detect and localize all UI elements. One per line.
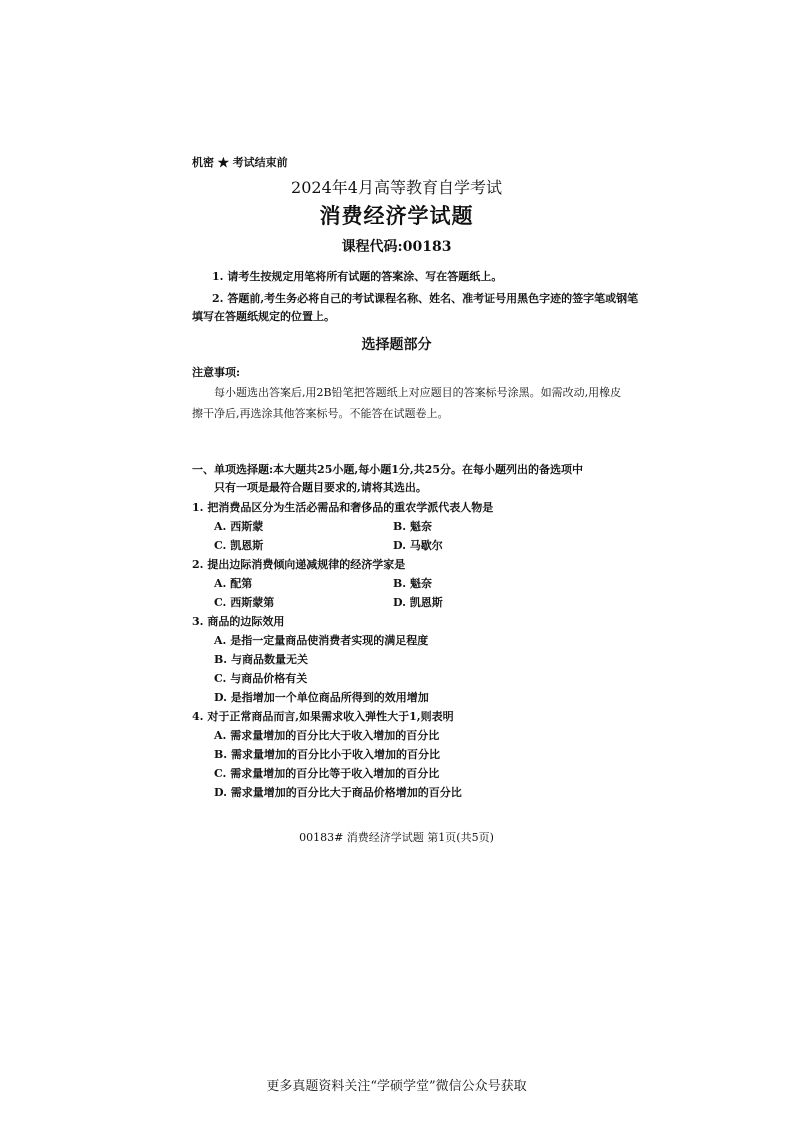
question-3-option-d: D. 是指增加一个单位商品所得到的效用增加 — [214, 691, 429, 704]
question-3-option-c: C. 与商品价格有关 — [214, 672, 308, 685]
secrecy-label: 机密 ★ 考试结束前 — [192, 156, 288, 169]
question-4-option-c: C. 需求量增加的百分比等于收入增加的百分比 — [214, 767, 440, 780]
instruction-1: 1. 请考生按规定用笔将所有试题的答案涂、写在答题纸上。 — [212, 270, 503, 283]
question-1-stem: 1. 把消费品区分为生活必需品和奢侈品的重农学派代表人物是 — [192, 501, 494, 514]
instruction-2: 2. 答题前,考生务必将自己的考试课程名称、姓名、准考证号用黑色字迹的签字笔或钢笔 — [212, 292, 639, 305]
question-1-option-d: D. 马歇尔 — [393, 539, 443, 552]
exam-name: 2024年4月高等教育自学考试 — [291, 178, 502, 197]
question-2-option-c: C. 西斯蒙第 — [214, 596, 275, 609]
part1-heading-1: 一、单项选择题:本大题共25小题,每小题1分,共25分。在每小题列出的备选项中 — [192, 463, 583, 476]
course-code: 课程代码:00183 — [341, 239, 452, 255]
question-1-option-a: A. 西斯蒙 — [214, 520, 264, 533]
promo-text: 更多真题资料关注“学硕学堂”微信公众号获取 — [266, 1079, 527, 1094]
question-1-option-c: C. 凯恩斯 — [214, 539, 264, 552]
question-2-stem: 2. 提出边际消费倾向递减规律的经济学家是 — [192, 558, 406, 571]
notice-line-2: 擦干净后,再选涂其他答案标号。不能答在试题卷上。 — [192, 407, 449, 420]
question-4-option-b: B. 需求量增加的百分比小于收入增加的百分比 — [214, 748, 440, 761]
paper-title: 消费经济学试题 — [319, 203, 474, 228]
question-1-option-b: B. 魁奈 — [393, 520, 432, 533]
part1-heading-2: 只有一项是最符合题目要求的,请将其选出。 — [214, 481, 427, 494]
question-4-option-d: D. 需求量增加的百分比大于商品价格增加的百分比 — [214, 786, 462, 799]
question-3-stem: 3. 商品的边际效用 — [192, 615, 285, 628]
page-footer: 00183# 消费经济学试题 第1页(共5页) — [299, 831, 494, 844]
question-2-option-a: A. 配第 — [214, 577, 253, 590]
notice-line-1: 每小题选出答案后,用2B铅笔把答题纸上对应题目的答案标号涂黑。如需改动,用橡皮 — [214, 386, 622, 399]
question-3-option-a: A. 是指一定量商品使消费者实现的满足程度 — [214, 634, 429, 647]
question-3-option-b: B. 与商品数量无关 — [214, 653, 308, 666]
section-title: 选择题部分 — [361, 337, 432, 353]
question-2-option-d: D. 凯恩斯 — [393, 596, 443, 609]
question-2-option-b: B. 魁奈 — [393, 577, 432, 590]
instruction-2-cont: 填写在答题纸规定的位置上。 — [192, 310, 335, 323]
notice-heading: 注意事项: — [192, 366, 241, 379]
question-4-option-a: A. 需求量增加的百分比大于收入增加的百分比 — [214, 729, 440, 742]
question-4-stem: 4. 对于正常商品而言,如果需求收入弹性大于1,则表明 — [192, 710, 454, 723]
